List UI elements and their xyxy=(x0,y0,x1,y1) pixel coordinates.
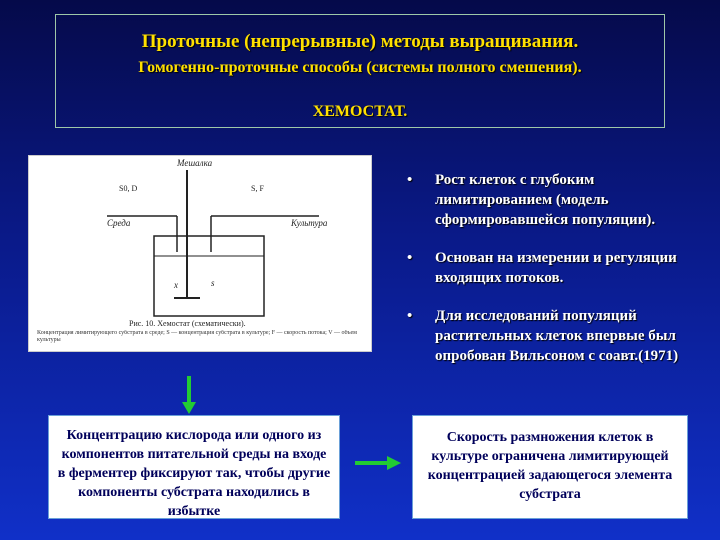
title-panel xyxy=(55,14,665,128)
figure-label-top: Мешалка xyxy=(177,158,213,168)
oxygen-concentration-box: Концентрацию кислорода или одного из компонентов питательной среды на входе в ферментер фиксируют так, чтобы другие компоненты субстрата находились в избытке xyxy=(48,415,340,519)
main-title: Проточные (непрерывные) методы выращивания. xyxy=(141,31,579,52)
chemostat-diagram xyxy=(29,156,371,351)
subtitle: Гомогенно-проточные способы (системы полного смешения). xyxy=(138,59,582,76)
growth-rate-box: Скорость размножения клеток в культуре ограничена лимитирующей концентрацией задающегося элемента субстрата xyxy=(412,415,688,519)
bullet-item: • Основан на измерении и регуляции входящих потоков. xyxy=(405,248,695,288)
bullet-list xyxy=(405,170,695,384)
figure-label-left: Среда xyxy=(107,218,131,228)
figure-left-params: S0, D xyxy=(119,184,138,193)
bullet-item: • Для исследований популяций растительных клеток впервые был опробован Вильсоном с соавт.(1971) xyxy=(405,306,695,366)
figure-caption-text: Концентрация лимитирующего субстрата в среде; S — концентрация субстрата в культуре; F — скорость потока; V — объем культуры xyxy=(37,330,357,343)
figure-label-s: s xyxy=(211,278,215,288)
arrow-right-icon xyxy=(355,456,401,475)
chemostat-figure xyxy=(28,155,372,352)
vessel xyxy=(154,236,264,316)
figure-caption-title: Рис. 10. Хемостат (схематически). xyxy=(129,319,246,328)
chemostat-heading: ХЕМОСТАТ. xyxy=(312,103,408,120)
bullet-item: • Рост клеток с глубоким лимитированием (модель сформировавшейся популяции). xyxy=(405,170,695,230)
figure-label-right: Культура xyxy=(291,218,328,228)
arrow-down-icon xyxy=(182,376,196,419)
figure-right-params: S, F xyxy=(251,184,264,193)
figure-label-x: x xyxy=(174,280,178,290)
